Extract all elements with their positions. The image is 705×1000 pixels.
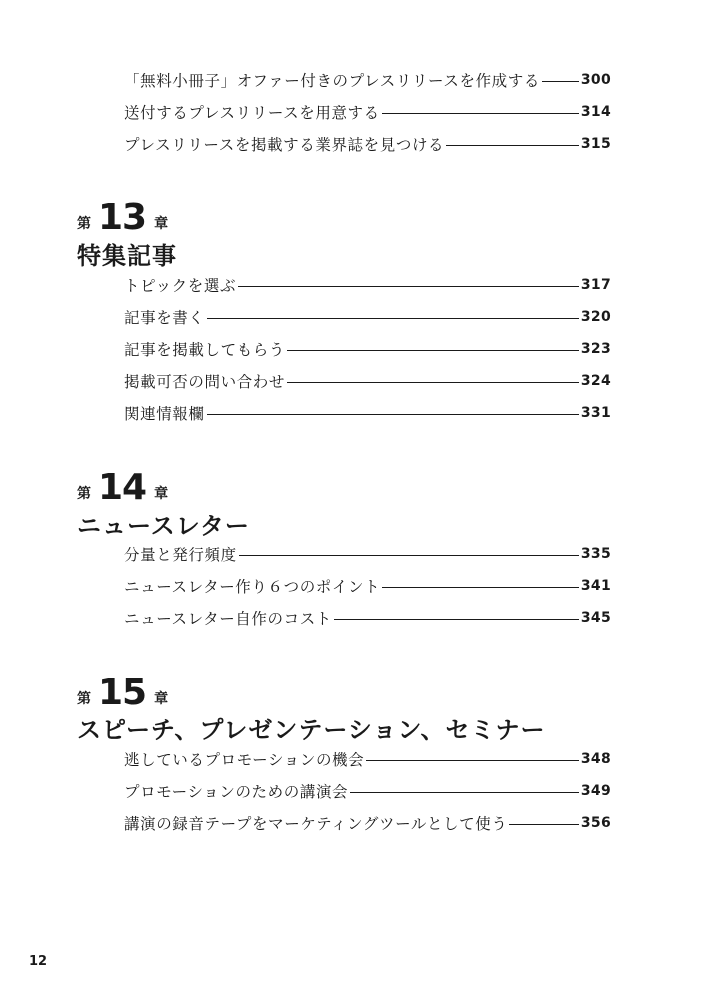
toc-entry-page: 320 [580, 309, 611, 325]
toc-entry-page: 348 [580, 751, 611, 767]
chapter-number: 15 [98, 672, 147, 713]
chapter-prefix: 第 [77, 216, 91, 232]
chapter-prefix: 第 [77, 486, 91, 502]
chapter-prefix: 第 [77, 691, 91, 707]
toc-leader-line [542, 81, 579, 82]
chapter-label [77, 196, 168, 236]
toc-leader-line [207, 318, 579, 319]
toc-entry-title: ニュースレター自作のコスト [124, 610, 332, 628]
toc-entry-page: 324 [580, 373, 611, 389]
chapter-label [77, 671, 168, 711]
chapter-suffix: 章 [154, 486, 169, 502]
toc-entry [124, 575, 611, 597]
toc-entry-page: 300 [580, 72, 611, 88]
toc-entry-page: 341 [580, 578, 611, 594]
toc-entry [124, 133, 611, 155]
toc-entry [124, 101, 611, 123]
toc-entry-page: 331 [580, 405, 611, 421]
toc-entry-page: 323 [580, 341, 611, 357]
toc-entry [124, 812, 611, 834]
toc-leader-line [350, 792, 579, 793]
toc-entry [124, 274, 611, 296]
toc-entry-title: 逃しているプロモーションの機会 [124, 751, 365, 769]
toc-leader-line [238, 286, 579, 287]
toc-entry [124, 780, 611, 802]
toc-entry-title: 分量と発行頻度 [124, 546, 237, 564]
toc-leader-line [334, 619, 579, 620]
chapter-title: ニュースレター [77, 512, 250, 540]
toc-entry [124, 402, 611, 424]
chapter-suffix: 章 [154, 691, 169, 707]
toc-leader-line [382, 587, 579, 588]
chapter-title: スピーチ、プレゼンテーション、セミナー [77, 716, 546, 744]
toc-leader-line [366, 760, 579, 761]
toc-entry-title: 掲載可否の問い合わせ [124, 373, 286, 391]
toc-entry-title: プレスリリースを掲載する業界誌を見つける [124, 136, 445, 154]
toc-leader-line [287, 382, 579, 383]
toc-entry [124, 543, 611, 565]
toc-entry-title: 送付するプレスリリースを用意する [124, 104, 380, 122]
toc-leader-line [207, 414, 579, 415]
toc-leader-line [382, 113, 579, 114]
toc-entry-page: 349 [580, 783, 611, 799]
toc-entry [124, 748, 611, 770]
toc-entry-title: 記事を書く [124, 309, 205, 327]
toc-entry-title: 関連情報欄 [124, 405, 205, 423]
toc-entry [124, 69, 611, 91]
toc-leader-line [239, 555, 579, 556]
toc-entry-title: 「無料小冊子」オファー付きのプレスリリースを作成する [124, 72, 540, 90]
toc-leader-line [446, 145, 579, 146]
toc-entry-title: 記事を掲載してもらう [124, 341, 286, 359]
chapter-label [77, 466, 168, 506]
toc-entry-title: トピックを選ぶ [124, 277, 237, 295]
toc-entry-page: 345 [580, 610, 611, 626]
toc-entry [124, 370, 611, 392]
toc-leader-line [509, 824, 578, 825]
chapter-suffix: 章 [154, 216, 169, 232]
toc-entry-title: プロモーションのための講演会 [124, 783, 349, 801]
chapter-number: 14 [98, 467, 147, 508]
toc-entry-title: 講演の録音テープをマーケティングツールとして使う [124, 815, 508, 833]
toc-entry-page: 315 [580, 136, 611, 152]
toc-leader-line [287, 350, 579, 351]
toc-entry [124, 306, 611, 328]
toc-entry [124, 338, 611, 360]
chapter-number: 13 [98, 197, 147, 238]
chapter-title: 特集記事 [77, 242, 177, 270]
page-number: 12 [29, 954, 48, 969]
toc-entry [124, 607, 611, 629]
toc-entry-page: 356 [580, 815, 611, 831]
toc-entry-page: 335 [580, 546, 611, 562]
toc-entry-title: ニュースレター作り６つのポイント [124, 578, 381, 596]
toc-entry-page: 314 [580, 104, 611, 120]
toc-entry-page: 317 [580, 277, 611, 293]
